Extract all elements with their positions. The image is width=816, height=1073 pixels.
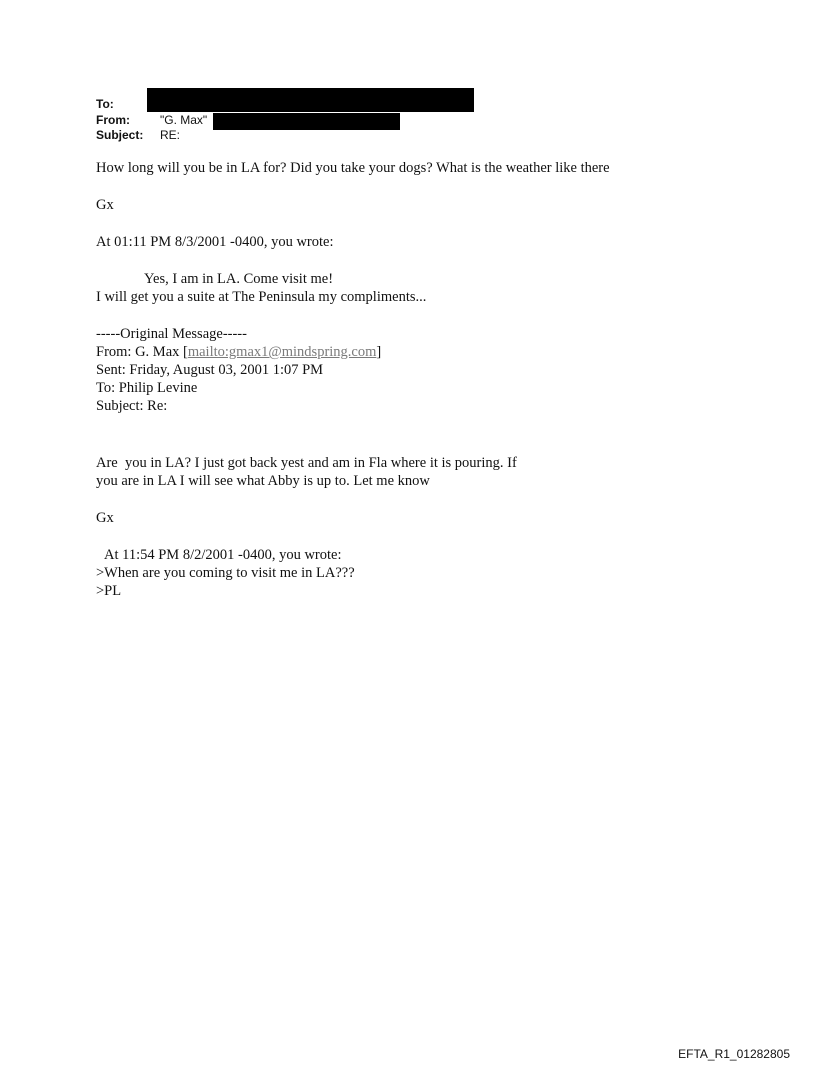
quote2-line2: >PL — [96, 583, 122, 599]
signature-2: Gx — [96, 510, 114, 526]
original-message-header: -----Original Message----- — [96, 326, 247, 342]
quote1-intro: At 01:11 PM 8/3/2001 -0400, you wrote: — [96, 234, 334, 250]
subject-row — [96, 128, 180, 142]
original-to: To: Philip Levine — [96, 380, 198, 396]
body-line1: How long will you be in LA for? Did you take your dogs? What is the weather like there — [96, 160, 610, 176]
original-from-line — [96, 343, 381, 361]
from-value: "G. Max" — [160, 113, 208, 127]
para2-line2: you are in LA I will see what Abby is up to. Let me know — [96, 473, 430, 489]
document-id: EFTA_R1_01282805 — [678, 1047, 790, 1061]
from-row — [96, 113, 207, 127]
from-label: From: — [96, 113, 130, 127]
signature-1: Gx — [96, 197, 114, 213]
email-link[interactable]: mailto:gmax1@mindspring.com — [187, 344, 377, 360]
subject-value: RE: — [160, 128, 181, 142]
subject-label: Subject: — [96, 128, 144, 142]
original-from-prefix: From: G. Max [ — [96, 344, 188, 360]
quote1-line2: I will get you a suite at The Peninsula my compliments... — [96, 289, 427, 305]
redaction-to — [147, 88, 474, 112]
redaction-from — [213, 113, 400, 130]
quote2-line1: >When are you coming to visit me in LA??? — [96, 565, 355, 581]
original-sent: Sent: Friday, August 03, 2001 1:07 PM — [96, 362, 324, 378]
to-label: To: — [96, 97, 114, 111]
quote1-line1: Yes, I am in LA. Come visit me! — [144, 271, 334, 287]
quote2-intro: At 11:54 PM 8/2/2001 -0400, you wrote: — [104, 547, 342, 563]
original-from-suffix: ] — [376, 344, 382, 360]
original-subject: Subject: Re: — [96, 398, 168, 414]
para2-line1: Are you in LA? I just got back yest and am in Fla where it is pouring. If — [96, 455, 517, 471]
